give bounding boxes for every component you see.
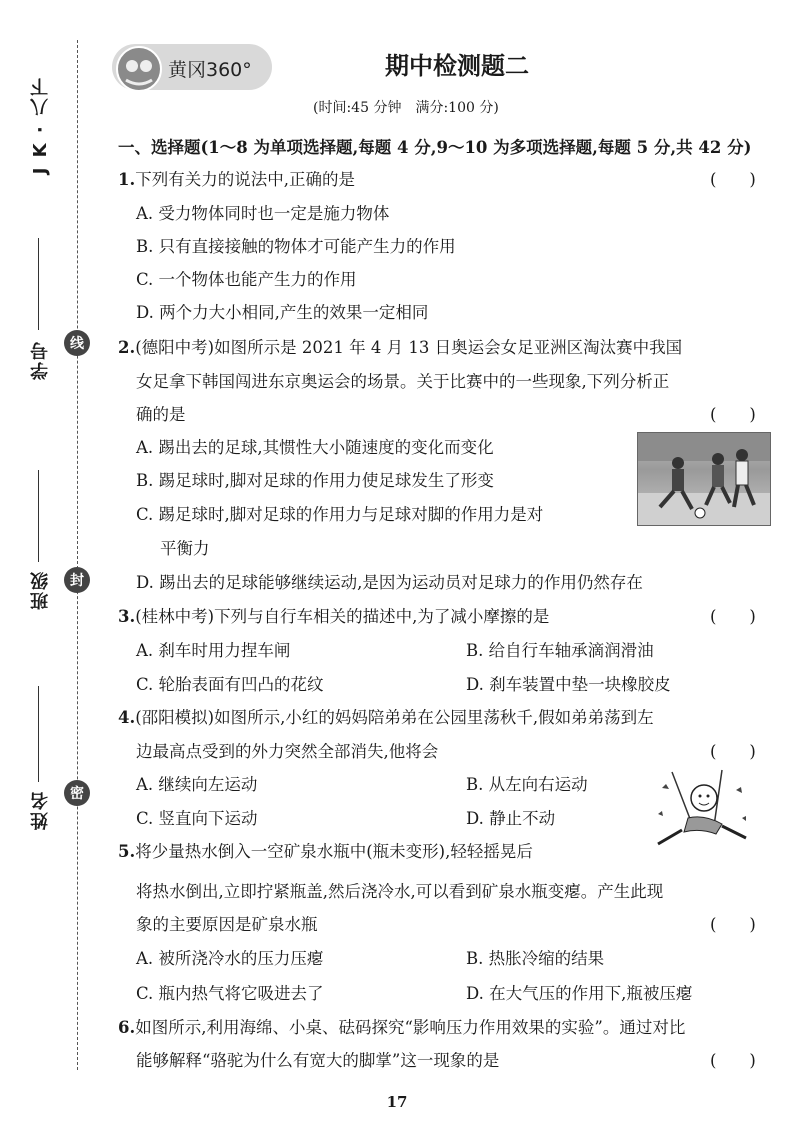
option: A. 受力物体同时也一定是施力物体	[136, 204, 390, 223]
question-4-stem: 4.(邵阳模拟)如图所示,小红的妈妈陪弟弟在公园里荡秋千,假如弟弟荡到左	[118, 708, 654, 727]
seal-seal-mark: 封	[64, 567, 90, 593]
class-blank[interactable]	[38, 470, 39, 562]
soccer-match-photo	[637, 432, 771, 526]
question-6-stem-cont: 能够解释“骆驼为什么有宽大的脚掌”这一现象的是	[136, 1051, 500, 1070]
answer-bracket[interactable]: ( )	[710, 607, 756, 626]
student-id-blank[interactable]	[38, 238, 39, 330]
brand-name: 黄冈360°	[168, 59, 252, 81]
question-1-stem: 1.下列有关力的说法中,正确的是	[118, 170, 355, 189]
question-6-stem: 6.如图所示,利用海绵、小桌、砝码探究“影响压力作用效果的实验”。通过对比	[118, 1018, 686, 1037]
option: D. 两个力大小相同,产生的效果一定相同	[136, 303, 429, 322]
option: D. 刹车装置中垫一块橡胶皮	[466, 675, 671, 694]
page-title: 期中检测题二	[385, 52, 529, 80]
answer-bracket[interactable]: ( )	[710, 915, 756, 934]
option: D. 踢出去的足球能够继续运动,是因为运动员对足球力的作用仍然存在	[136, 573, 643, 592]
page-number: 17	[386, 1093, 408, 1111]
option: A. 踢出去的足球,其惯性大小随速度的变化而变化	[136, 438, 494, 457]
class-label: 班级	[30, 570, 51, 610]
question-4-stem-cont: 边最高点受到的外力突然全部消失,他将会	[136, 742, 439, 761]
option: C. 踢足球时,脚对足球的作用力与足球对脚的作用力是对	[136, 505, 544, 524]
option: D. 静止不动	[466, 809, 556, 828]
option: B. 从左向右运动	[466, 775, 588, 794]
option: B. 给自行车轴承滴润滑油	[466, 641, 654, 660]
option: C. 一个物体也能产生力的作用	[136, 270, 357, 289]
student-id-label: 学号	[30, 340, 51, 380]
answer-bracket[interactable]: ( )	[710, 405, 756, 424]
question-2-stem-cont: 确的是	[136, 405, 186, 424]
question-number: 1.	[118, 170, 136, 189]
option: A. 继续向左运动	[136, 775, 258, 794]
seal-line-mark: 线	[64, 330, 90, 356]
answer-bracket[interactable]: ( )	[710, 1051, 756, 1070]
option: C. 轮胎表面有凹凸的花纹	[136, 675, 324, 694]
question-2-stem: 2.(德阳中考)如图所示是 2021 年 4 月 13 日奥运会女足亚洲区淘汰赛中我国	[118, 338, 683, 357]
option: C. 瓶内热气将它吸进去了	[136, 984, 324, 1003]
name-blank[interactable]	[38, 686, 39, 782]
question-3-stem: 3.(桂林中考)下列与自行车相关的描述中,为了减小摩擦的是	[118, 607, 550, 626]
option: B. 热胀冷缩的结果	[466, 949, 605, 968]
option: C. 竖直向下运动	[136, 809, 258, 828]
seal-secret-mark: 密	[64, 780, 90, 806]
question-5-stem: 5.将少量热水倒入一空矿泉水瓶中(瓶未变形),轻轻摇晃后	[118, 842, 533, 861]
swing-illustration	[652, 768, 752, 860]
answer-bracket[interactable]: ( )	[710, 170, 756, 189]
option-cont: 平衡力	[160, 539, 210, 558]
option: D. 在大气压的作用下,瓶被压瘪	[466, 984, 693, 1003]
option: B. 踢足球时,脚对足球的作用力使足球发生了形变	[136, 471, 494, 490]
option: A. 刹车时用力捏车闸	[136, 641, 291, 660]
option: A. 被所浇冷水的压力压瘪	[136, 949, 324, 968]
option: B. 只有直接接触的物体才可能产生力的作用	[136, 237, 456, 256]
answer-bracket[interactable]: ( )	[710, 742, 756, 761]
question-5-stem-cont: 象的主要原因是矿泉水瓶	[136, 915, 318, 934]
binding-dashed-line	[77, 40, 78, 1070]
question-2-stem-cont: 女足拿下韩国闯进东京奥运会的场景。关于比赛中的一些现象,下列分析正	[136, 372, 670, 391]
question-5-stem-cont: 将热水倒出,立即拧紧瓶盖,然后浇冷水,可以看到矿泉水瓶变瘪。产生此现	[136, 882, 664, 901]
section-heading: 一、选择题(1～8 为单项选择题,每题 4 分,9～10 为多项选择题,每题 5 分,共 42 分)	[118, 138, 752, 157]
name-label: 姓名	[30, 790, 51, 830]
exam-info: (时间:45 分钟 满分:100 分)	[313, 100, 499, 116]
grade-label: J K · 八下	[30, 76, 51, 175]
